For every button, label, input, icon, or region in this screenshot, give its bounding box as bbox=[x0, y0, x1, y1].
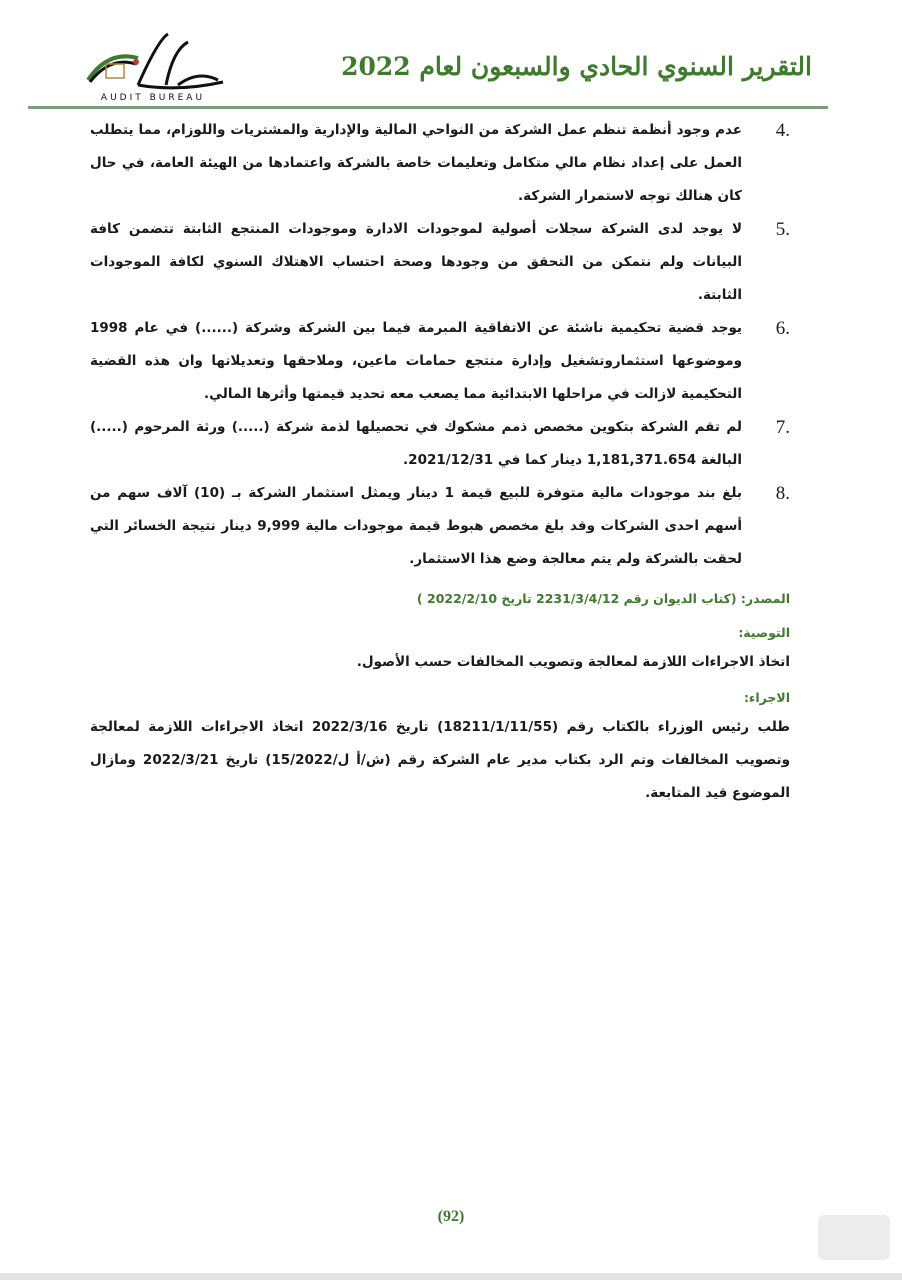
action-heading: الاجراء: bbox=[743, 690, 790, 705]
page-header bbox=[0, 0, 902, 110]
document-body bbox=[90, 114, 790, 810]
item-number: .7 bbox=[775, 417, 790, 438]
recommendation-heading: التوصية: bbox=[738, 625, 790, 640]
recommendation-text: اتخاذ الاجراءات اللازمة لمعالجة وتصويب المخالفات حسب الأصول. bbox=[356, 654, 790, 670]
audit-bureau-logo bbox=[78, 30, 228, 102]
list-item bbox=[90, 114, 790, 213]
item-number: .8 bbox=[775, 483, 790, 504]
item-number: .5 bbox=[775, 219, 790, 240]
source-reference: المصدر: (كتاب الديوان رقم 2231/3/4/12 تاريخ 2022/2/10 ) bbox=[416, 591, 790, 606]
item-text: لم تقم الشركة بتكوين مخصص ذمم مشكوك في تحصيلها لذمة شركة (.....) ورثة المرحوم (.....) البالغة 1,181,371.654 دينار كما في 2021/12/31. bbox=[90, 419, 742, 468]
action-text: طلب رئيس الوزراء بالكتاب رقم (18211/1/11/55) تاريخ 2022/3/16 اتخاذ الاجراءات اللازمة لمعالجة وتصويب المخالفات وتم الرد بكتاب مدير عام الشركة رقم (ش/أ ل/15/2022) تاريخ 2022/3/21 ومازال الموضوع قيد المتابعة. bbox=[90, 719, 791, 801]
list-item bbox=[90, 411, 790, 477]
report-title: التقرير السنوي الحادي والسبعون لعام 2022 bbox=[341, 52, 812, 81]
bottom-bar bbox=[0, 1273, 902, 1280]
item-text: بلغ بند موجودات مالية متوفرة للبيع قيمة 1 دينار ويمثل استثمار الشركة بـ (10) آلاف سهم من أسهم احدى الشركات وقد بلغ مخصص هبوط قيمة موجودات مالية 9,999 دينار نتيجة الخسائر التي لحقت بالشركة ولم يتم معالجة وضع هذا الاستثمار. bbox=[90, 485, 742, 567]
svg-text:AUDIT BUREAU: AUDIT BUREAU bbox=[100, 93, 206, 102]
item-text: يوجد قضية تحكيمية ناشئة عن الاتفاقية المبرمة فيما بين الشركة وشركة (......) في عام 1998 وموضوعها استثماروتشغيل وإدارة منتجع حمامات ماعين، وملاحقها وتعديلاتها وان هذه القضية التحكيمية لازالت في مراحلها الابتدائية مما يصعب معه تحديد قيمتها وأثرها المالي. bbox=[90, 320, 742, 402]
list-item bbox=[90, 213, 790, 312]
overlay-button[interactable] bbox=[818, 1215, 890, 1260]
page-number: (92) bbox=[437, 1208, 465, 1225]
item-number: .6 bbox=[775, 318, 790, 339]
list-item bbox=[90, 312, 790, 411]
item-number: .4 bbox=[775, 120, 790, 141]
header-divider bbox=[28, 106, 828, 109]
item-text: عدم وجود أنظمة تنظم عمل الشركة من النواحي المالية والإدارية والمشتريات واللوزام، مما يتطلب العمل على إعداد نظام مالي متكامل وتعليمات خاصة بالشركة واعتمادها من الهيئة العامة، في حال كان هنالك توجه لاستمرار الشركة. bbox=[90, 122, 742, 204]
item-text: لا يوجد لدى الشركة سجلات أصولية لموجودات الادارة وموجودات المنتجع الثابتة تتضمن كافة البيانات ولم نتمكن من التحقق من وجودها وصحة احتساب الاهتلاك السنوي لكافة الموجودات الثابتة. bbox=[90, 221, 742, 303]
list-item bbox=[90, 477, 790, 576]
